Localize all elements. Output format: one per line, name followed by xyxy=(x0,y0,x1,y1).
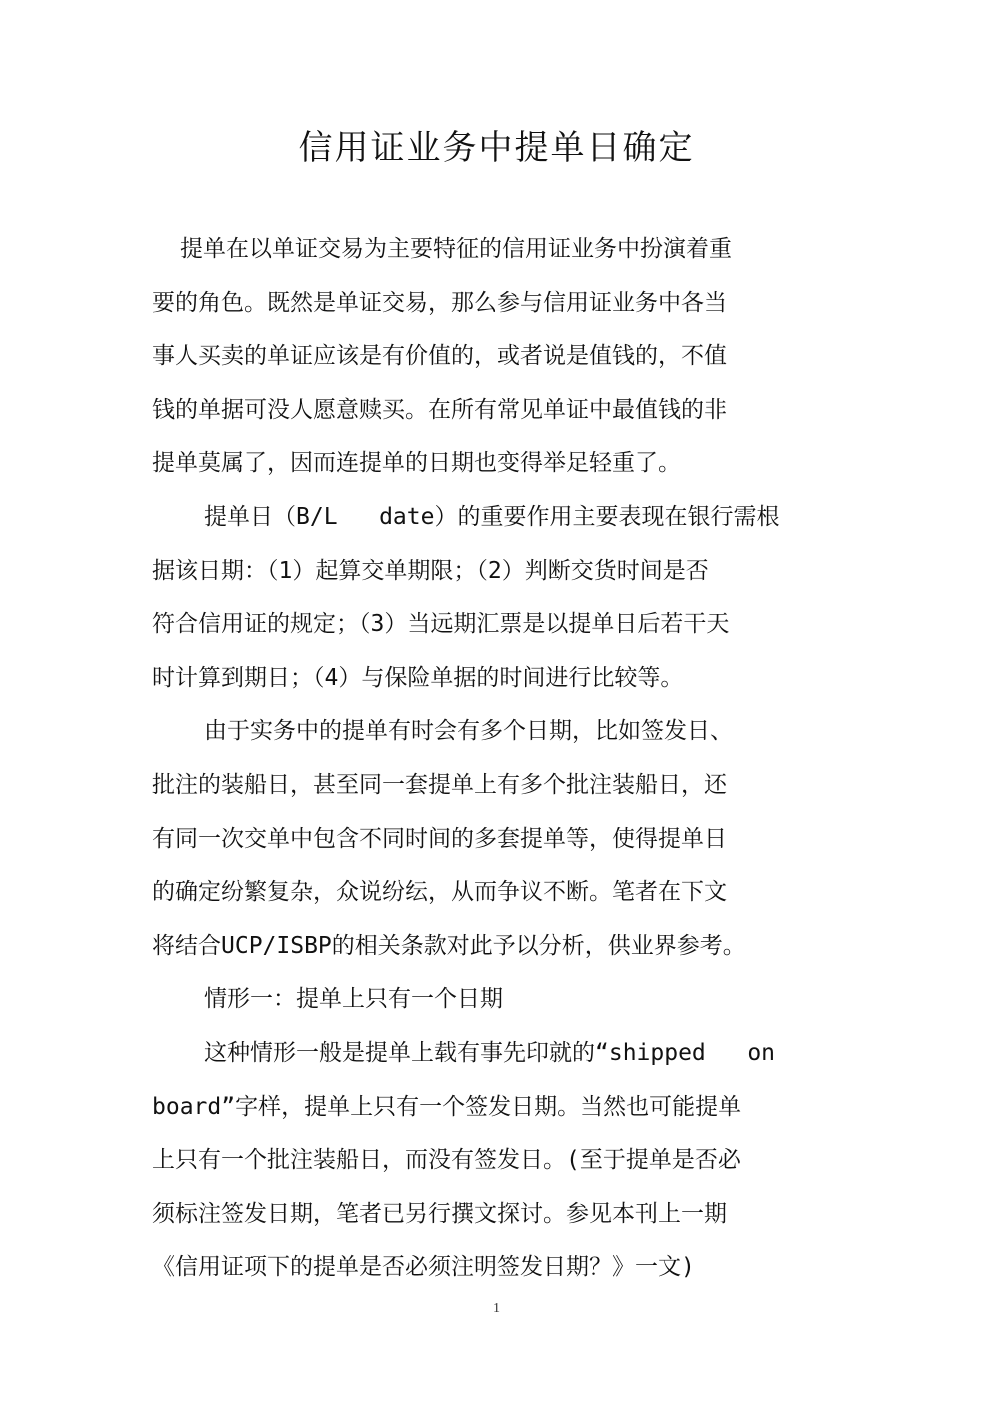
paragraph-1-line-4: 钱的单据可没人愿意赎买。在所有常见单证中最值钱的非 xyxy=(152,396,727,423)
paragraph-3-line-4: 的确定纷繁复杂，众说纷纭，从而争议不断。笔者在下文 xyxy=(152,879,727,906)
paragraph-5-line-5: 《信用证项下的提单是否必须注明签发日期？》一文) xyxy=(152,1254,695,1281)
document-title: 信用证业务中提单日确定 xyxy=(298,128,695,168)
paragraph-1-line-5: 提单莫属了，因而连提单的日期也变得举足轻重了。 xyxy=(152,450,681,477)
paragraph-5-line-1: 这种情形一般是提单上载有事先印就的“shipped on xyxy=(204,1039,776,1066)
paragraph-3-line-2: 批注的装船日，甚至同一套提单上有多个批注装船日，还 xyxy=(152,771,727,798)
paragraph-5-line-2: board”字样，提单上只有一个签发日期。当然也可能提单 xyxy=(152,1093,742,1120)
paragraph-3-line-5: 将结合UCP/ISBP的相关条款对此予以分析，供业界参考。 xyxy=(152,932,746,959)
page-number: 1 xyxy=(493,1301,500,1316)
paragraph-2-line-1: 提单日（B/L date）的重要作用主要表现在银行需根 xyxy=(204,503,780,530)
paragraph-2-line-2: 据该日期：（1）起算交单期限；（2）判断交货时间是否 xyxy=(152,557,709,584)
document-body xyxy=(152,223,852,1295)
paragraph-2-line-4: 时计算到期日；（4）与保险单据的时间进行比较等。 xyxy=(152,664,684,691)
paragraph-5-line-3: 上只有一个批注装船日，而没有签发日。(至于提单是否必 xyxy=(152,1147,741,1174)
paragraph-1-line-3: 事人买卖的单证应该是有价值的，或者说是值钱的，不值 xyxy=(152,343,727,370)
paragraph-3-line-3: 有同一次交单中包含不同时间的多套提单等，使得提单日 xyxy=(152,825,727,852)
paragraph-5-line-4: 须标注签发日期，笔者已另行撰文探讨。参见本刊上一期 xyxy=(152,1200,727,1227)
paragraph-1-line-2: 要的角色。既然是单证交易，那么参与信用证业务中各当 xyxy=(152,289,727,316)
paragraph-1-line-1: 提单在以单证交易为主要特征的信用证业务中扮演着重 xyxy=(180,236,732,262)
paragraph-3-line-1: 由于实务中的提单有时会有多个日期，比如签发日、 xyxy=(204,718,733,745)
section-heading: 情形一：提单上只有一个日期 xyxy=(204,986,503,1013)
paragraph-2-line-3: 符合信用证的规定；（3）当远期汇票是以提单日后若干天 xyxy=(152,611,730,638)
